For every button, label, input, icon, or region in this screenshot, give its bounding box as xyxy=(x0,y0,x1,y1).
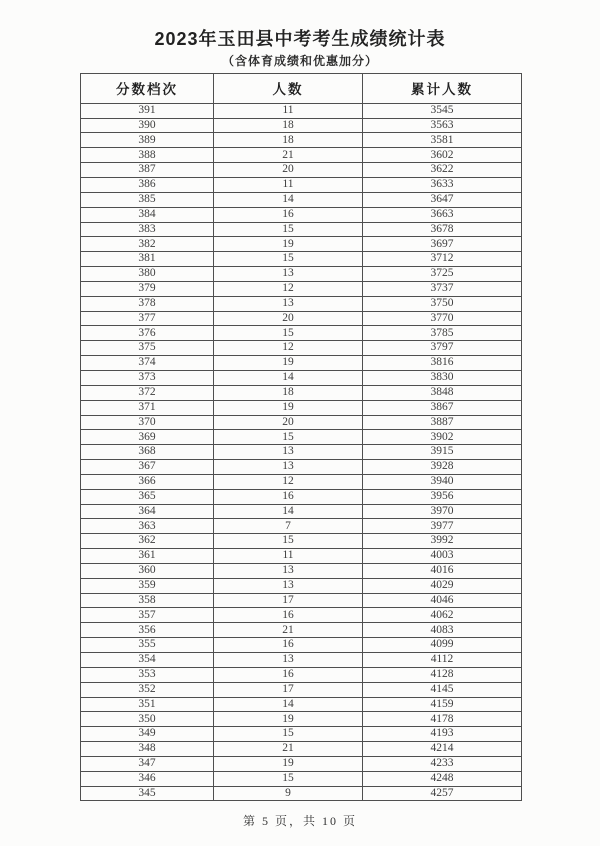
cumulative-count-cell: 4062 xyxy=(363,608,522,623)
cumulative-count-cell: 3647 xyxy=(363,192,522,207)
score-level-cell: 358 xyxy=(81,593,214,608)
cumulative-count-cell: 3737 xyxy=(363,281,522,296)
table-row xyxy=(81,563,522,578)
score-level-cell: 365 xyxy=(81,489,214,504)
score-level-cell: 381 xyxy=(81,252,214,267)
score-level-cell: 374 xyxy=(81,356,214,371)
score-level-cell: 371 xyxy=(81,400,214,415)
count-cell: 21 xyxy=(214,742,363,757)
count-cell: 16 xyxy=(214,207,363,222)
score-level-cell: 348 xyxy=(81,742,214,757)
page-subtitle: （含体育成绩和优惠加分） xyxy=(221,53,378,68)
score-level-cell: 372 xyxy=(81,385,214,400)
table-row xyxy=(81,400,522,415)
count-cell: 19 xyxy=(214,237,363,252)
table-row xyxy=(81,296,522,311)
cumulative-count-cell: 3915 xyxy=(363,445,522,460)
count-cell: 21 xyxy=(214,623,363,638)
table-row xyxy=(81,133,522,148)
table-row xyxy=(81,370,522,385)
table-row xyxy=(81,474,522,489)
page-footer: 第 5 页，共 10 页 xyxy=(242,814,357,829)
score-level-cell: 376 xyxy=(81,326,214,341)
cumulative-count-cell: 3956 xyxy=(363,489,522,504)
score-level-cell: 370 xyxy=(81,415,214,430)
count-cell: 13 xyxy=(214,445,363,460)
cumulative-count-cell: 4112 xyxy=(363,653,522,668)
cumulative-count-cell: 3848 xyxy=(363,385,522,400)
count-cell: 20 xyxy=(214,163,363,178)
cumulative-count-cell: 3725 xyxy=(363,267,522,282)
cumulative-count-cell: 4214 xyxy=(363,742,522,757)
table-row xyxy=(81,222,522,237)
cumulative-count-cell: 4257 xyxy=(363,786,522,801)
count-cell: 18 xyxy=(214,133,363,148)
table-row xyxy=(81,534,522,549)
table-row xyxy=(81,460,522,475)
count-cell: 15 xyxy=(214,771,363,786)
cumulative-count-cell: 4145 xyxy=(363,682,522,697)
table-row xyxy=(81,445,522,460)
score-level-cell: 373 xyxy=(81,370,214,385)
score-level-cell: 346 xyxy=(81,771,214,786)
cumulative-count-cell: 3602 xyxy=(363,148,522,163)
cumulative-count-cell: 3902 xyxy=(363,430,522,445)
score-level-cell: 380 xyxy=(81,267,214,282)
score-level-cell: 357 xyxy=(81,608,214,623)
table-row xyxy=(81,682,522,697)
cumulative-count-cell: 4193 xyxy=(363,727,522,742)
table-row xyxy=(81,103,522,118)
score-level-cell: 364 xyxy=(81,504,214,519)
table-row xyxy=(81,341,522,356)
count-cell: 14 xyxy=(214,370,363,385)
count-cell: 14 xyxy=(214,504,363,519)
table-row xyxy=(81,430,522,445)
cumulative-count-cell: 3867 xyxy=(363,400,522,415)
score-level-cell: 345 xyxy=(81,786,214,801)
cumulative-count-cell: 3928 xyxy=(363,460,522,475)
table-row xyxy=(81,653,522,668)
table-row xyxy=(81,178,522,193)
score-level-cell: 354 xyxy=(81,653,214,668)
cumulative-count-cell: 3816 xyxy=(363,356,522,371)
score-level-cell: 361 xyxy=(81,549,214,564)
table-row xyxy=(81,667,522,682)
count-cell: 13 xyxy=(214,296,363,311)
col-header-score-level: 分数档次 xyxy=(81,73,214,103)
cumulative-count-cell: 4178 xyxy=(363,712,522,727)
table-row xyxy=(81,712,522,727)
table-row xyxy=(81,578,522,593)
score-level-cell: 375 xyxy=(81,341,214,356)
cumulative-count-cell: 4099 xyxy=(363,638,522,653)
col-header-cumulative-count: 累计人数 xyxy=(363,73,522,103)
count-cell: 15 xyxy=(214,222,363,237)
table-row xyxy=(81,727,522,742)
count-cell: 15 xyxy=(214,727,363,742)
table-row xyxy=(81,623,522,638)
table-row xyxy=(81,742,522,757)
count-cell: 12 xyxy=(214,341,363,356)
table-row xyxy=(81,638,522,653)
count-cell: 13 xyxy=(214,267,363,282)
table-row xyxy=(81,163,522,178)
count-cell: 13 xyxy=(214,653,363,668)
count-cell: 9 xyxy=(214,786,363,801)
table-row xyxy=(81,756,522,771)
score-level-cell: 377 xyxy=(81,311,214,326)
count-cell: 14 xyxy=(214,192,363,207)
score-level-cell: 386 xyxy=(81,178,214,193)
score-level-cell: 385 xyxy=(81,192,214,207)
table-row xyxy=(81,786,522,801)
table-row xyxy=(81,519,522,534)
cumulative-count-cell: 3785 xyxy=(363,326,522,341)
table-row xyxy=(81,771,522,786)
count-cell: 19 xyxy=(214,356,363,371)
count-cell: 14 xyxy=(214,697,363,712)
score-level-cell: 389 xyxy=(81,133,214,148)
score-level-cell: 355 xyxy=(81,638,214,653)
score-level-cell: 378 xyxy=(81,296,214,311)
score-level-cell: 368 xyxy=(81,445,214,460)
header-row xyxy=(81,73,522,103)
count-cell: 16 xyxy=(214,667,363,682)
cumulative-count-cell: 3887 xyxy=(363,415,522,430)
table-row xyxy=(81,356,522,371)
count-cell: 15 xyxy=(214,534,363,549)
count-cell: 18 xyxy=(214,118,363,133)
count-cell: 12 xyxy=(214,474,363,489)
count-cell: 12 xyxy=(214,281,363,296)
score-level-cell: 382 xyxy=(81,237,214,252)
cumulative-count-cell: 3633 xyxy=(363,178,522,193)
table-row xyxy=(81,326,522,341)
cumulative-count-cell: 3750 xyxy=(363,296,522,311)
table-row xyxy=(81,385,522,400)
table-row xyxy=(81,489,522,504)
score-level-cell: 366 xyxy=(81,474,214,489)
table-row xyxy=(81,118,522,133)
table-row xyxy=(81,148,522,163)
cumulative-count-cell: 3581 xyxy=(363,133,522,148)
cumulative-count-cell: 3663 xyxy=(363,207,522,222)
score-level-cell: 384 xyxy=(81,207,214,222)
cumulative-count-cell: 3992 xyxy=(363,534,522,549)
score-level-cell: 359 xyxy=(81,578,214,593)
table-row xyxy=(81,608,522,623)
count-cell: 11 xyxy=(214,178,363,193)
count-cell: 15 xyxy=(214,252,363,267)
cumulative-count-cell: 4233 xyxy=(363,756,522,771)
count-cell: 15 xyxy=(214,430,363,445)
count-cell: 7 xyxy=(214,519,363,534)
cumulative-count-cell: 3797 xyxy=(363,341,522,356)
table-row xyxy=(81,697,522,712)
table-row xyxy=(81,252,522,267)
page-title: 2023年玉田县中考考生成绩统计表 xyxy=(154,29,446,49)
count-cell: 20 xyxy=(214,415,363,430)
cumulative-count-cell: 3563 xyxy=(363,118,522,133)
count-cell: 19 xyxy=(214,712,363,727)
score-level-cell: 390 xyxy=(81,118,214,133)
count-cell: 18 xyxy=(214,385,363,400)
count-cell: 19 xyxy=(214,756,363,771)
count-cell: 17 xyxy=(214,593,363,608)
table-row xyxy=(81,593,522,608)
count-cell: 16 xyxy=(214,608,363,623)
count-cell: 13 xyxy=(214,578,363,593)
cumulative-count-cell: 3977 xyxy=(363,519,522,534)
cumulative-count-cell: 4083 xyxy=(363,623,522,638)
cumulative-count-cell: 4046 xyxy=(363,593,522,608)
score-level-cell: 350 xyxy=(81,712,214,727)
count-cell: 19 xyxy=(214,400,363,415)
count-cell: 20 xyxy=(214,311,363,326)
score-level-cell: 391 xyxy=(81,103,214,118)
table-row xyxy=(81,504,522,519)
table-row xyxy=(81,415,522,430)
cumulative-count-cell: 3622 xyxy=(363,163,522,178)
score-level-cell: 379 xyxy=(81,281,214,296)
count-cell: 15 xyxy=(214,326,363,341)
cumulative-count-cell: 4029 xyxy=(363,578,522,593)
table-row xyxy=(81,311,522,326)
table-row xyxy=(81,281,522,296)
score-level-cell: 369 xyxy=(81,430,214,445)
cumulative-count-cell: 3830 xyxy=(363,370,522,385)
count-cell: 11 xyxy=(214,549,363,564)
count-cell: 13 xyxy=(214,460,363,475)
score-level-cell: 362 xyxy=(81,534,214,549)
cumulative-count-cell: 3697 xyxy=(363,237,522,252)
cumulative-count-cell: 4128 xyxy=(363,667,522,682)
count-cell: 21 xyxy=(214,148,363,163)
count-cell: 16 xyxy=(214,489,363,504)
cumulative-count-cell: 4016 xyxy=(363,563,522,578)
cumulative-count-cell: 4248 xyxy=(363,771,522,786)
score-level-cell: 353 xyxy=(81,667,214,682)
table-row xyxy=(81,549,522,564)
score-level-cell: 360 xyxy=(81,563,214,578)
count-cell: 13 xyxy=(214,563,363,578)
score-level-cell: 367 xyxy=(81,460,214,475)
cumulative-count-cell: 3545 xyxy=(363,103,522,118)
score-level-cell: 388 xyxy=(81,148,214,163)
table-row xyxy=(81,237,522,252)
cumulative-count-cell: 4003 xyxy=(363,549,522,564)
score-level-cell: 347 xyxy=(81,756,214,771)
score-level-cell: 351 xyxy=(81,697,214,712)
score-table-body xyxy=(81,103,522,801)
score-level-cell: 356 xyxy=(81,623,214,638)
score-level-cell: 349 xyxy=(81,727,214,742)
table-row xyxy=(81,207,522,222)
count-cell: 11 xyxy=(214,103,363,118)
table-row xyxy=(81,192,522,207)
cumulative-count-cell: 3940 xyxy=(363,474,522,489)
cumulative-count-cell: 3970 xyxy=(363,504,522,519)
table-row xyxy=(81,267,522,282)
score-level-cell: 363 xyxy=(81,519,214,534)
score-level-cell: 383 xyxy=(81,222,214,237)
cumulative-count-cell: 4159 xyxy=(363,697,522,712)
col-header-count: 人数 xyxy=(214,73,363,103)
cumulative-count-cell: 3678 xyxy=(363,222,522,237)
count-cell: 17 xyxy=(214,682,363,697)
score-level-cell: 352 xyxy=(81,682,214,697)
score-level-cell: 387 xyxy=(81,163,214,178)
cumulative-count-cell: 3770 xyxy=(363,311,522,326)
count-cell: 16 xyxy=(214,638,363,653)
score-table xyxy=(80,73,522,802)
cumulative-count-cell: 3712 xyxy=(363,252,522,267)
